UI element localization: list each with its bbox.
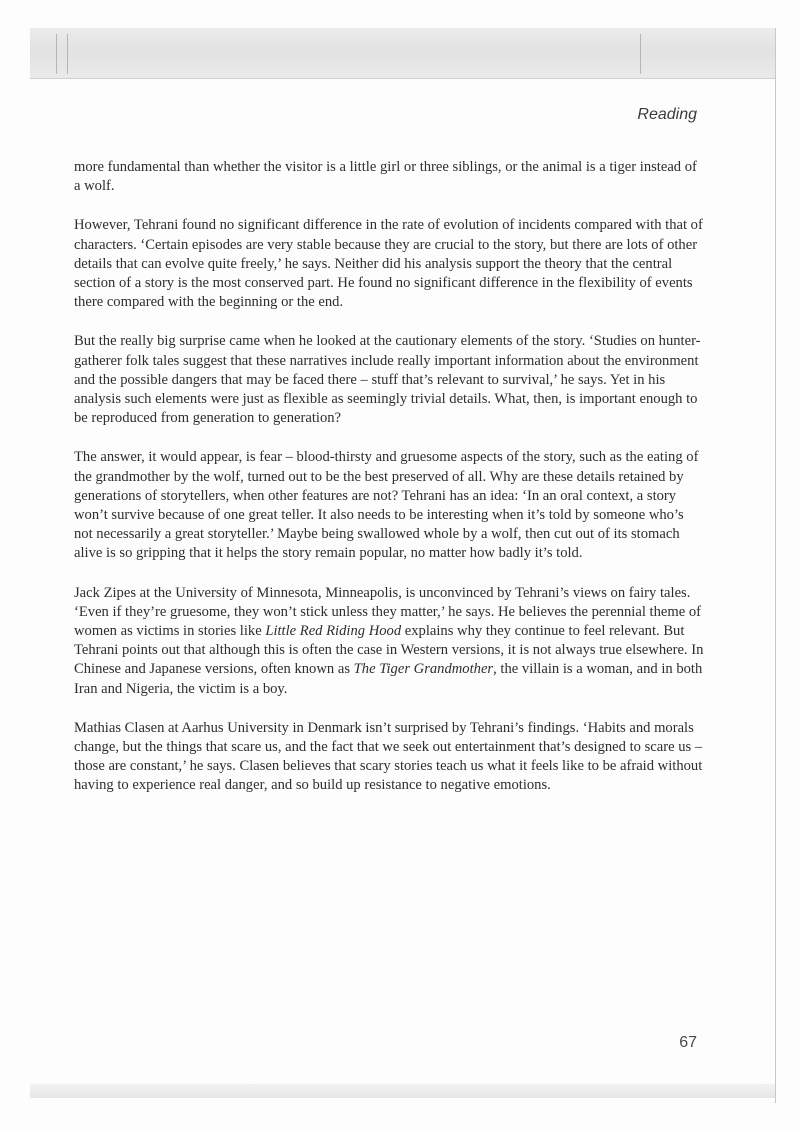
paragraph: However, Tehrani found no significant difference in the rate of evolution of incidents compared with that of characters. ‘Certain episodes are very stable because they are crucial to the story, but there are lots of other details that can evolve quite freely,’ he says. Neither did his analysis support the theory that the central section of a story is the most conserved part. He found no significant difference in the flexibility of events there compared with the beginning or the end. (74, 217, 703, 311)
paragraph: But the really big surprise came when he looked at the cautionary elements of the story. ‘Studies on hunter-gatherer folk tales suggest that these narratives include really important information about the environment and the possible dangers that may be faced there – stuff that’s relevant to survival,’ he says. Yet in his analysis such elements were just as flexible as seemingly trivial details. What, then, is important enough to be reproduced from generation to generation? (74, 333, 701, 427)
section-title: Reading (637, 106, 697, 123)
paragraph: The answer, it would appear, is fear – blood-thirsty and gruesome aspects of the story, such as the eating of the grandmother by the wolf, turned out to be the best preserved of all. Why are these details retained by generations of storytellers, when other features are not? Tehrani has an idea: ‘In an oral context, a story won’t survive because of one great teller. It also needs to be interesting when it’s told by someone who’s not necessarily a great storyteller.’ Maybe being swallowed whole by a wolf, then cut out of its stomach alive is so gripping that it helps the story remain popular, no matter how badly it’s told. (74, 449, 699, 562)
paragraph-text: Jack Zipes at the University of Minnesota, Minneapolis, is unconvinced by Tehrani’s views on fairy tales. ‘Even if they’re gruesome, they won’t stick unless they matter,’ he says. He believes the perennial theme of women as victims in stories like (74, 584, 702, 640)
header-divider (640, 34, 641, 74)
header-band (30, 28, 775, 79)
book-title: The Tiger Grandmother (353, 661, 494, 678)
footer-band (30, 1084, 775, 1098)
paragraph-text: , the villain is a woman, and in both Iran and Nigeria, the victim is a boy. (74, 661, 703, 697)
book-title: Little Red Riding Hood (265, 623, 402, 640)
paragraph: Mathias Clasen at Aarhus University in Denmark isn’t surprised by Tehrani’s findings. ‘Habits and morals change, but the things that scare us, and the fact that we seek out entertainment that’s designed to scare us – those are constant,’ he says. Clasen believes that scary stories teach us what it feels like to be afraid without having to experience real danger, and so build up resistance to negative emotions. (74, 719, 703, 794)
header-divider (67, 34, 68, 74)
paragraph: more fundamental than whether the visitor is a little girl or three siblings, or the animal is a tiger instead of a wolf. (74, 159, 697, 195)
header-divider (56, 34, 57, 74)
page-number: 67 (679, 1034, 697, 1051)
article-body (74, 158, 704, 816)
paragraph-text: explains why they continue to feel relevant. But Tehrani points out that although this is often the case in Western versions, it is not always true elsewhere. In Chinese and Japanese versions, often known as (74, 623, 704, 678)
page-edge (775, 28, 776, 1103)
paragraph (74, 584, 704, 699)
